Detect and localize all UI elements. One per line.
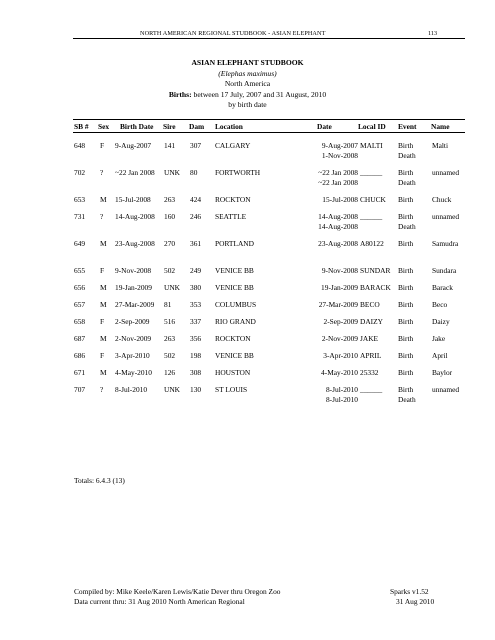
- row-sire: UNK: [164, 283, 181, 292]
- row-location: ROCKTON: [215, 195, 251, 204]
- row-sire: 263: [164, 334, 176, 343]
- col-header-event: Event: [398, 122, 417, 131]
- row-birth-date: 19-Jan-2009: [115, 283, 152, 292]
- row-dam: 380: [190, 283, 202, 292]
- col-header-date: Date: [317, 122, 332, 131]
- row-name: Baylor: [432, 368, 453, 377]
- row-sb-number: 653: [74, 195, 86, 204]
- row-location: COLUMBUS: [215, 300, 257, 309]
- sort-order: by birth date: [228, 100, 267, 110]
- row-sire: 502: [164, 351, 176, 360]
- row-event: Birth: [398, 266, 414, 275]
- row-sex: F: [100, 141, 105, 150]
- row-name: April: [432, 351, 448, 360]
- col-header-local-id: Local ID: [358, 122, 386, 131]
- row-event-date: 23-Aug-2008: [318, 239, 358, 248]
- totals: Totals: 6.4.3 (13): [74, 476, 125, 485]
- row-sex: F: [100, 317, 105, 326]
- row-sex: ?: [100, 385, 104, 394]
- row-second-event-date: ~22 Jan 2008: [318, 178, 358, 187]
- row-sb-number: 655: [74, 266, 86, 275]
- row-name: Barack: [432, 283, 453, 292]
- row-sire: 263: [164, 195, 176, 204]
- row-second-event-date: 8-Jul-2010: [325, 395, 358, 404]
- row-name: Beco: [432, 300, 448, 309]
- title-block: [0, 58, 495, 111]
- row-location: ST LOUIS: [215, 385, 248, 394]
- row-location: PORTLAND: [215, 239, 254, 248]
- table-header-rule: [73, 132, 465, 133]
- row-name: Chuck: [432, 195, 452, 204]
- row-name: unnamed: [432, 168, 460, 177]
- row-second-event: Death: [398, 178, 416, 187]
- row-local-id: APRIL: [360, 351, 382, 360]
- row-location: VENICE BB: [215, 283, 254, 292]
- row-sex: F: [100, 351, 105, 360]
- row-event-date: 2-Sep-2009: [323, 317, 358, 326]
- row-birth-date: 8-Jul-2010: [115, 385, 148, 394]
- row-birth-date: 27-Mar-2009: [115, 300, 155, 309]
- col-header-sire: Sire: [163, 122, 176, 131]
- row-location: VENICE BB: [215, 351, 254, 360]
- row-sire: 81: [164, 300, 172, 309]
- row-event: Birth: [398, 351, 414, 360]
- running-title: NORTH AMERICAN REGIONAL STUDBOOK - ASIAN ELEPHANT: [140, 30, 326, 37]
- row-event: Birth: [398, 385, 414, 394]
- row-sex: ?: [100, 168, 104, 177]
- row-event: Birth: [398, 283, 414, 292]
- births-label: Births:: [168, 89, 192, 99]
- row-second-event: Death: [398, 222, 416, 231]
- row-dam: 246: [190, 212, 202, 221]
- row-sex: M: [100, 368, 107, 377]
- row-second-event-date: 14-Aug-2008: [318, 222, 358, 231]
- row-birth-date: 9-Nov-2008: [115, 266, 152, 275]
- row-event: Birth: [398, 195, 414, 204]
- species-name: (Elephas maximus): [218, 68, 277, 78]
- row-location: ROCKTON: [215, 334, 251, 343]
- row-location: RIO GRAND: [215, 317, 256, 326]
- births-range-value: between 17 July, 2007 and 31 August, 2010: [191, 89, 327, 99]
- row-dam: 130: [190, 385, 202, 394]
- row-sb-number: 731: [74, 212, 86, 221]
- row-local-id: ______: [360, 385, 383, 394]
- row-dam: 80: [190, 168, 198, 177]
- row-second-event-date: 1-Nov-2008: [321, 151, 358, 160]
- row-event-date: 9-Aug-2007: [321, 141, 358, 150]
- row-event-date: ~22 Jan 2008: [318, 168, 358, 177]
- row-location: SEATTLE: [215, 212, 247, 221]
- row-sb-number: 702: [74, 168, 86, 177]
- row-local-id: BECO: [360, 300, 380, 309]
- row-location: CALGARY: [215, 141, 251, 150]
- row-event-date: 27-Mar-2009: [318, 300, 358, 309]
- row-sb-number: 648: [74, 141, 86, 150]
- col-header-birth-date: Birth Date: [120, 122, 154, 131]
- row-dam: 361: [190, 239, 202, 248]
- footer-current: Data current thru: 31 Aug 2010 North American Regional: [74, 597, 245, 606]
- row-location: VENICE BB: [215, 266, 254, 275]
- row-birth-date: ~22 Jan 2008: [115, 168, 155, 177]
- row-sb-number: 686: [74, 351, 86, 360]
- row-birth-date: 15-Jul-2008: [115, 195, 151, 204]
- row-sex: M: [100, 334, 107, 343]
- row-local-id: JAKE: [360, 334, 379, 343]
- row-event-date: 9-Nov-2008: [321, 266, 358, 275]
- row-sex: M: [100, 239, 107, 248]
- row-name: Jake: [432, 334, 446, 343]
- row-second-event: Death: [398, 395, 416, 404]
- births-range: [0, 90, 495, 101]
- row-local-id: A80122: [360, 239, 384, 248]
- col-header-dam: Dam: [189, 122, 205, 131]
- footer-version: Sparks v1.52: [390, 587, 429, 596]
- row-local-id: MALTI: [360, 141, 383, 150]
- row-sb-number: 658: [74, 317, 86, 326]
- row-local-id: ______: [360, 212, 383, 221]
- row-name: unnamed: [432, 385, 460, 394]
- row-birth-date: 14-Aug-2008: [115, 212, 155, 221]
- col-header-sb: SB #: [74, 122, 89, 131]
- row-dam: 353: [190, 300, 202, 309]
- row-birth-date: 2-Nov-2009: [115, 334, 152, 343]
- row-birth-date: 3-Apr-2010: [115, 351, 150, 360]
- row-dam: 337: [190, 317, 202, 326]
- row-local-id: DAIZY: [360, 317, 383, 326]
- row-location: HOUSTON: [215, 368, 251, 377]
- row-event-date: 19-Jan-2009: [321, 283, 358, 292]
- studbook-title: ASIAN ELEPHANT STUDBOOK: [191, 58, 304, 67]
- row-sex: M: [100, 283, 107, 292]
- row-birth-date: 9-Aug-2007: [115, 141, 152, 150]
- page-number: 113: [428, 30, 438, 37]
- row-sire: UNK: [164, 168, 181, 177]
- row-local-id: ______: [360, 168, 383, 177]
- row-sire: 270: [164, 239, 176, 248]
- row-event-date: 2-Nov-2009: [321, 334, 358, 343]
- footer-compiled: Compiled by: Mike Keele/Karen Lewis/Katie Dever thru Oregon Zoo: [74, 587, 281, 596]
- row-local-id: BARACK: [360, 283, 391, 292]
- row-sex: M: [100, 300, 107, 309]
- row-event: Birth: [398, 239, 414, 248]
- row-event: Birth: [398, 300, 414, 309]
- col-header-name: Name: [431, 122, 450, 131]
- row-event: Birth: [398, 368, 414, 377]
- row-event: Birth: [398, 141, 414, 150]
- row-event: Birth: [398, 212, 414, 221]
- row-birth-date: 2-Sep-2009: [115, 317, 150, 326]
- footer-date: 31 Aug 2010: [396, 597, 435, 606]
- row-name: Daizy: [432, 317, 450, 326]
- row-sire: UNK: [164, 385, 181, 394]
- row-sb-number: 687: [74, 334, 86, 343]
- row-sire: 126: [164, 368, 176, 377]
- row-dam: 198: [190, 351, 202, 360]
- row-name: unnamed: [432, 212, 460, 221]
- row-sb-number: 671: [74, 368, 86, 377]
- row-event: Birth: [398, 317, 414, 326]
- row-event-date: 4-May-2010: [321, 368, 358, 377]
- row-event-date: 8-Jul-2010: [325, 385, 358, 394]
- row-sire: 160: [164, 212, 176, 221]
- header-rule: [73, 38, 465, 39]
- table-top-rule: [73, 119, 465, 120]
- row-event: Birth: [398, 168, 414, 177]
- row-dam: 356: [190, 334, 202, 343]
- row-sex: ?: [100, 212, 104, 221]
- row-sire: 502: [164, 266, 176, 275]
- region-name: North America: [224, 79, 271, 89]
- row-dam: 249: [190, 266, 202, 275]
- row-dam: 307: [190, 141, 202, 150]
- row-event-date: 3-Apr-2010: [323, 351, 358, 360]
- row-sire: 141: [164, 141, 176, 150]
- row-birth-date: 4-May-2010: [115, 368, 152, 377]
- row-location: FORTWORTH: [215, 168, 261, 177]
- row-sex: F: [100, 266, 105, 275]
- row-sb-number: 656: [74, 283, 86, 292]
- row-sb-number: 649: [74, 239, 86, 248]
- row-sire: 516: [164, 317, 176, 326]
- row-name: Malti: [432, 141, 449, 150]
- row-dam: 308: [190, 368, 202, 377]
- col-header-sex: Sex: [98, 122, 110, 131]
- row-sb-number: 657: [74, 300, 86, 309]
- row-name: Samudra: [432, 239, 459, 248]
- row-event: Birth: [398, 334, 414, 343]
- row-name: Sundara: [432, 266, 457, 275]
- row-local-id: SUNDAR: [360, 266, 391, 275]
- row-sb-number: 707: [74, 385, 86, 394]
- row-birth-date: 23-Aug-2008: [115, 239, 155, 248]
- row-sex: M: [100, 195, 107, 204]
- row-local-id: 25332: [360, 368, 379, 377]
- row-event-date: 15-Jul-2008: [322, 195, 358, 204]
- row-second-event: Death: [398, 151, 416, 160]
- row-event-date: 14-Aug-2008: [318, 212, 358, 221]
- col-header-location: Location: [215, 122, 243, 131]
- row-local-id: CHUCK: [360, 195, 386, 204]
- row-dam: 424: [190, 195, 202, 204]
